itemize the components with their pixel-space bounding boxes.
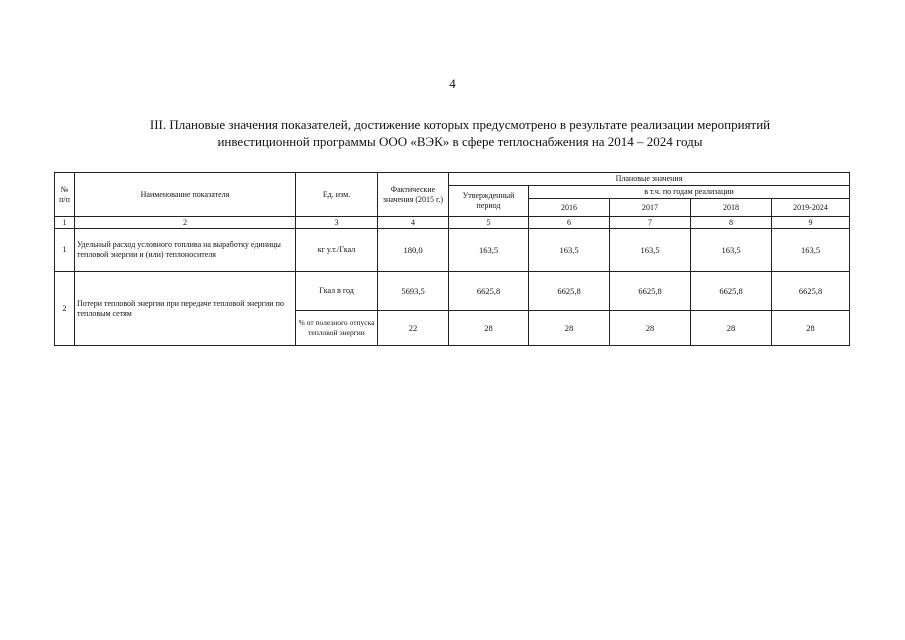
row-year-value: 6625,8 (610, 272, 691, 311)
row-year-value: 6625,8 (772, 272, 850, 311)
header-unit: Ед. изм. (296, 173, 378, 217)
header-year: 2017 (610, 199, 691, 217)
header-approved: Утвержденный период (449, 186, 529, 217)
indicators-table (54, 172, 850, 346)
row-year-value: 28 (610, 311, 691, 346)
row-year-value: 28 (529, 311, 610, 346)
heading-line-2: инвестиционной программы ООО «ВЭК» в сфере теплоснабжения на 2014 – 2024 годы (217, 134, 703, 149)
column-number: 4 (378, 217, 449, 229)
row-year-value: 6625,8 (691, 272, 772, 311)
column-number: 6 (529, 217, 610, 229)
row-year-value: 163,5 (610, 229, 691, 272)
column-number: 5 (449, 217, 529, 229)
row-name: Удельный расход условного топлива на выработку единицы тепловой энергии и (или) теплоносителя (75, 229, 296, 272)
row-year-value: 163,5 (691, 229, 772, 272)
header-year: 2019-2024 (772, 199, 850, 217)
column-number: 7 (610, 217, 691, 229)
row-year-value: 163,5 (772, 229, 850, 272)
column-number: 2 (75, 217, 296, 229)
row-year-value: 28 (772, 311, 850, 346)
row-name: Потери тепловой энергии при передаче тепловой энергии по тепловым сетям (75, 272, 296, 346)
row-actual: 5693,5 (378, 272, 449, 311)
page-number: 4 (449, 76, 456, 91)
table-row (55, 272, 850, 311)
row-unit: кг у.т./Гкал (296, 229, 378, 272)
row-num: 1 (55, 229, 75, 272)
row-actual: 180,0 (378, 229, 449, 272)
header-year: 2016 (529, 199, 610, 217)
row-year-value: 28 (691, 311, 772, 346)
column-number: 1 (55, 217, 75, 229)
header-by-years: в т.ч. по годам реализации (529, 186, 850, 199)
row-approved: 6625,8 (449, 272, 529, 311)
header-planned: Плановые значения (449, 173, 850, 186)
row-approved: 163,5 (449, 229, 529, 272)
table-row (55, 229, 850, 272)
header-year: 2018 (691, 199, 772, 217)
column-number: 9 (772, 217, 850, 229)
row-unit: % от полезного отпуска тепловой энергии (296, 311, 378, 346)
header-actual: Фактические значения (2015 г.) (378, 173, 449, 217)
row-approved: 28 (449, 311, 529, 346)
row-year-value: 6625,8 (529, 272, 610, 311)
section-heading (60, 116, 860, 150)
header-name: Наименование показателя (75, 173, 296, 217)
column-number-row (55, 217, 850, 229)
header-num: № п/п (55, 173, 75, 217)
heading-line-1: III. Плановые значения показателей, достижение которых предусмотрено в результате реализации мероприятий (149, 117, 771, 132)
row-unit: Гкал в год (296, 272, 378, 311)
column-number: 3 (296, 217, 378, 229)
row-num: 2 (55, 272, 75, 346)
column-number: 8 (691, 217, 772, 229)
row-actual: 22 (378, 311, 449, 346)
row-year-value: 163,5 (529, 229, 610, 272)
